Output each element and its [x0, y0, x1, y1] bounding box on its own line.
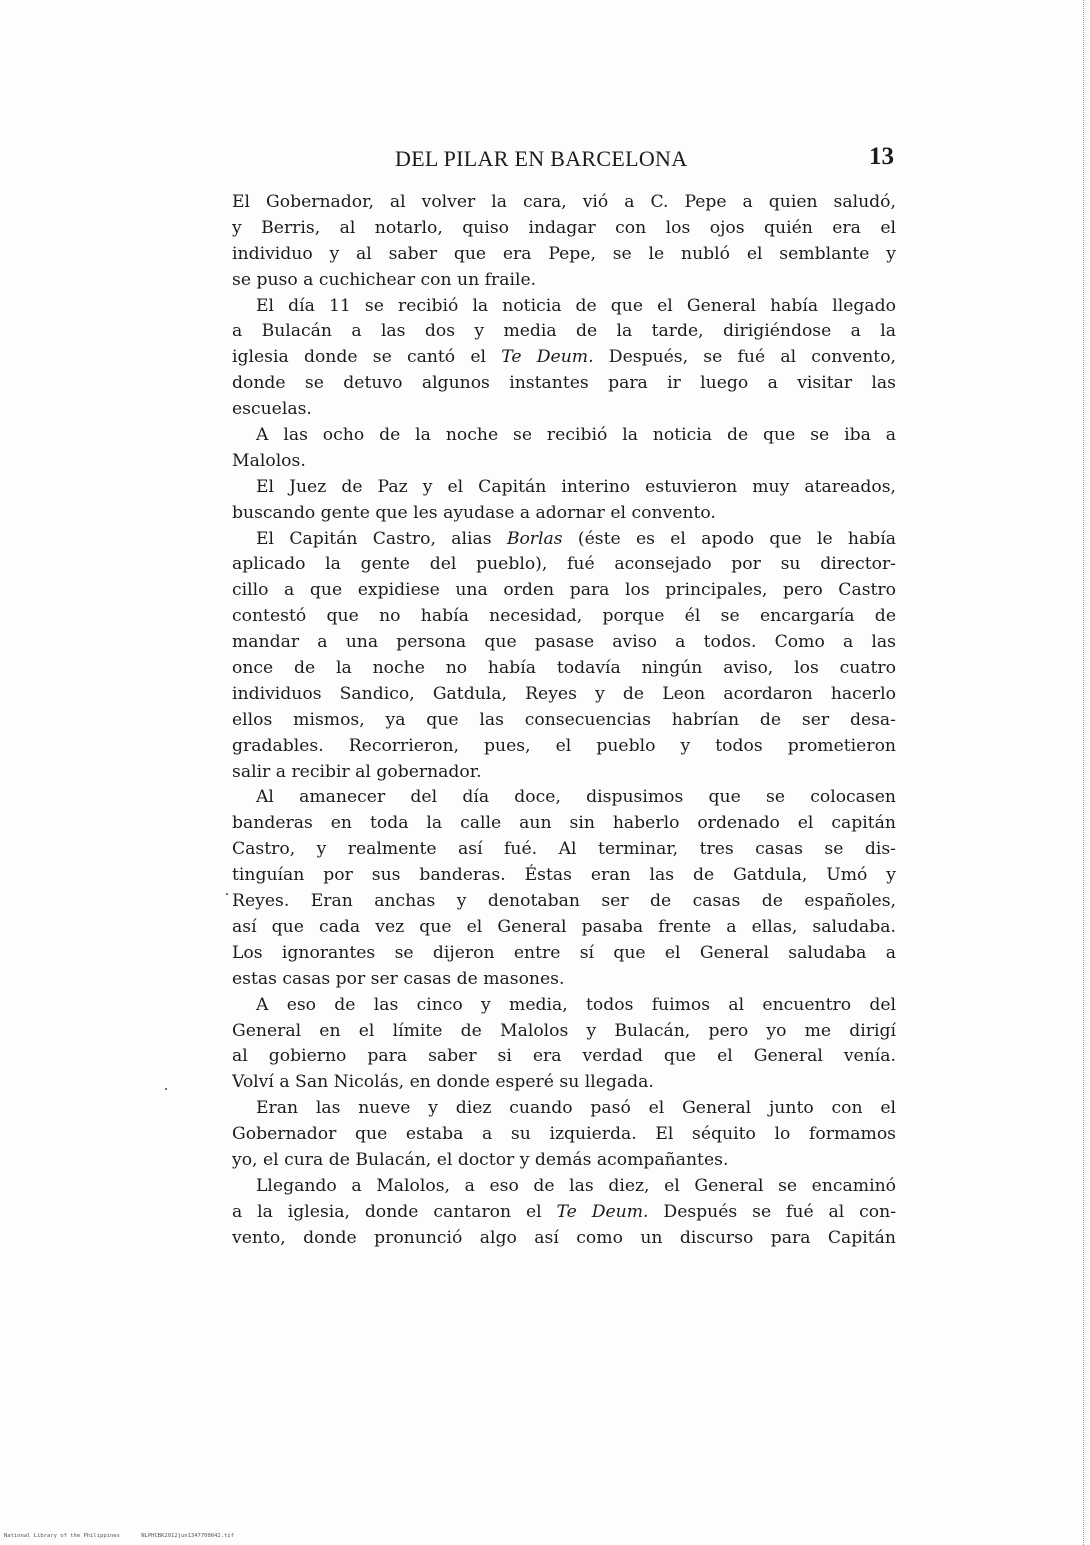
text-segment: ellos mismos, ya que las consecuencias habrían de ser desa- [232, 709, 896, 730]
text-segment: individuo y al saber que era Pepe, se le nubló el semblante y [232, 243, 896, 264]
text-segment: Reyes. Eran anchas y denotaban ser de casas de españoles, [232, 891, 896, 912]
text-segment: vento, donde pronunció algo así como un discurso para Capitán [232, 1227, 896, 1248]
italic-text: Borlas [506, 528, 563, 549]
text-line [232, 993, 896, 1019]
text-line [232, 1044, 896, 1070]
text-line [232, 915, 896, 941]
text-segment: yo, el cura de Bulacán, el doctor y demás acompañantes. [232, 1149, 729, 1170]
text-line [232, 216, 896, 242]
text-line [232, 294, 896, 320]
scan-speck [165, 1088, 167, 1090]
text-segment: estas casas por ser casas de masones. [232, 968, 565, 989]
text-line [232, 527, 896, 553]
text-line [232, 578, 896, 604]
text-line [232, 760, 896, 786]
text-line [232, 190, 896, 216]
text-segment: once de la noche no había todavía ningún aviso, los cuatro [232, 658, 896, 679]
file-identifier: NLPHCBK2012jun1347700042.tif [141, 1533, 234, 1539]
text-segment: A las ocho de la noche se recibió la noticia de que se iba a [256, 425, 896, 446]
page-header [232, 143, 896, 177]
text-line [232, 630, 896, 656]
text-line [232, 423, 896, 449]
text-line [232, 1200, 896, 1226]
text-segment: cillo a que expidiese una orden para los principales, pero Castro [232, 580, 896, 601]
text-line [232, 708, 896, 734]
text-segment: y Berris, al notarlo, quiso indagar con los ojos quién era el [232, 217, 896, 238]
text-segment: Malolos. [232, 450, 306, 471]
text-line [232, 837, 896, 863]
text-line [232, 863, 896, 889]
text-line [232, 1174, 896, 1200]
text-segment: El día 11 se recibió la noticia de que el General había llegado [256, 295, 896, 316]
text-segment: Eran las nueve y diez cuando pasó el General junto con el [256, 1098, 896, 1119]
text-segment: individuos Sandico, Gatdula, Reyes y de Leon acordaron hacerlo [232, 683, 896, 704]
text-segment: buscando gente que les ayudase a adornar el convento. [232, 502, 716, 523]
text-line [232, 604, 896, 630]
page-number: 13 [869, 143, 894, 170]
text-line [232, 449, 896, 475]
text-line [232, 785, 896, 811]
text-line [232, 501, 896, 527]
text-segment: Castro, y realmente así fué. Al terminar, tres casas se dis- [232, 839, 896, 860]
text-segment: así que cada vez que el General pasaba frente a ellas, saludaba. [232, 916, 896, 937]
text-line [232, 475, 896, 501]
text-line [232, 656, 896, 682]
text-segment: salir a recibir al gobernador. [232, 761, 482, 782]
text-segment: donde se detuvo algunos instantes para ir luego a visitar las [232, 373, 896, 394]
text-line [232, 889, 896, 915]
text-segment: escuelas. [232, 399, 312, 420]
text-segment: El Gobernador, al volver la cara, vió a C. Pepe a quien saludó, [232, 192, 896, 212]
text-segment: Volví a San Nicolás, en donde esperé su llegada. [232, 1072, 654, 1093]
text-segment: A eso de las cinco y media, todos fuimos al encuentro del [256, 994, 896, 1015]
text-segment: tinguían por sus banderas. Éstas eran las de Gatdula, Umó y [232, 865, 896, 886]
text-segment: contestó que no había necesidad, porque él se encargaría de [232, 606, 896, 627]
scan-speck [226, 893, 228, 895]
text-segment: Después se fué al con- [648, 1201, 896, 1222]
italic-text: Te Deum. [556, 1201, 649, 1222]
text-line [232, 1096, 896, 1122]
text-line [232, 967, 896, 993]
text-segment: al gobierno para saber si era verdad que el General venía. [232, 1046, 896, 1067]
text-segment: a Bulacán a las dos y media de la tarde, dirigiéndose a la [232, 321, 896, 342]
text-segment: Llegando a Malolos, a eso de las diez, el General se encaminó [256, 1175, 896, 1196]
running-title: DEL PILAR EN BARCELONA [395, 146, 688, 171]
text-segment: Después, se fué al convento, [593, 347, 896, 368]
text-line [232, 811, 896, 837]
library-stamp: National Library of the Philippines [4, 1533, 120, 1539]
text-segment: a la iglesia, donde cantaron el [232, 1201, 557, 1222]
text-segment: El Capitán Castro, alias [256, 528, 507, 549]
text-segment: gradables. Recorrieron, pues, el pueblo y todos prometieron [232, 735, 896, 756]
text-segment: Los ignorantes se dijeron entre sí que el General saludaba a [232, 942, 896, 963]
italic-text: Te Deum. [501, 347, 594, 368]
text-line [232, 1148, 896, 1174]
text-line [232, 1226, 896, 1252]
text-line [232, 345, 896, 371]
text-line [232, 941, 896, 967]
text-line [232, 397, 896, 423]
text-line [232, 371, 896, 397]
text-line [232, 1122, 896, 1148]
text-segment: mandar a una persona que pasase aviso a todos. Como a las [232, 632, 896, 653]
text-segment: General en el límite de Malolos y Bulacán, pero yo me dirigí [232, 1020, 896, 1041]
text-segment: banderas en toda la calle aun sin haberlo ordenado el capitán [232, 813, 896, 834]
text-segment: El Juez de Paz y el Capitán interino estuvieron muy atareados, [256, 476, 896, 497]
text-line [232, 1019, 896, 1045]
text-line [232, 1070, 896, 1096]
text-line [232, 242, 896, 268]
text-line [232, 682, 896, 708]
scan-footer [4, 1533, 252, 1543]
text-line [232, 734, 896, 760]
text-segment: iglesia donde se cantó el [232, 347, 502, 368]
text-segment: Al amanecer del día doce, dispusimos que se colocasen [256, 787, 896, 808]
text-segment: Gobernador que estaba a su izquierda. El séquito lo formamos [232, 1124, 896, 1145]
scan-edge-line [1083, 0, 1084, 1545]
text-line [232, 552, 896, 578]
text-line [232, 268, 896, 294]
text-line [232, 319, 896, 345]
text-segment: aplicado la gente del pueblo), fué aconsejado por su director- [232, 554, 896, 575]
text-segment: (éste es el apodo que le había [562, 528, 896, 549]
text-segment: se puso a cuchichear con un fraile. [232, 269, 537, 290]
body-text [232, 190, 896, 1252]
